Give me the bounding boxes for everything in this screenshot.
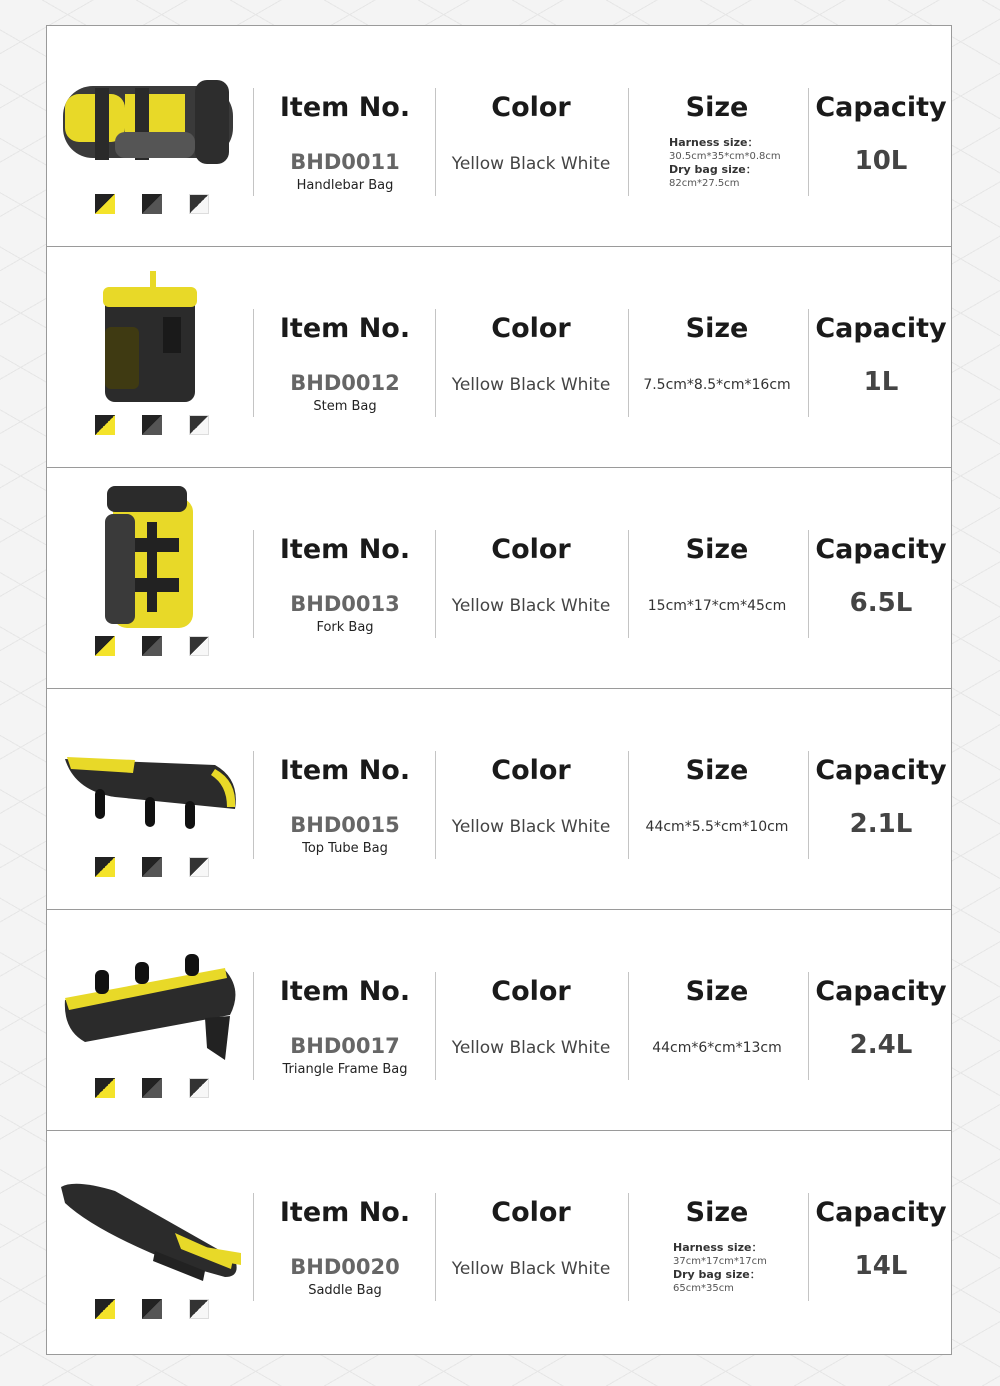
size-header: Size [685,1197,749,1228]
capacity-value: 6.5L [849,588,913,618]
size-value [669,136,781,190]
divider [435,530,436,638]
table-row [47,910,951,1131]
triangle-frame-bag-image [55,920,245,1070]
capacity-header: Capacity [815,534,947,565]
divider [253,309,254,417]
item-no-header: Item No. [279,313,411,344]
yellow-swatch [95,194,115,214]
color-swatches [95,857,211,877]
table-row [47,26,951,247]
color-value: Yellow Black White [451,1038,611,1058]
item-code: BHD0011 [290,150,400,174]
white-swatch [189,194,209,214]
color-value: Yellow Black White [451,1259,611,1279]
size-label: Harness size： [669,136,759,149]
black-swatch [142,857,162,877]
size-label: Dry bag size： [673,1268,761,1281]
black-swatch [142,1078,162,1098]
white-swatch [189,857,209,877]
table-row [47,468,951,689]
size-text: 82cm*27.5cm [669,178,740,189]
product-table [46,25,952,1355]
capacity-header: Capacity [815,976,947,1007]
divider [435,751,436,859]
black-swatch [142,1299,162,1319]
color-value: Yellow Black White [451,154,611,174]
yellow-swatch [95,415,115,435]
color-swatches [95,636,211,656]
size-text: 37cm*17cm*17cm [673,1256,767,1267]
divider [808,88,809,196]
white-swatch [189,1078,209,1098]
stem-bag-image [55,257,245,407]
white-swatch [189,1299,209,1319]
capacity-value: 14L [854,1251,908,1281]
capacity-header: Capacity [815,92,947,123]
capacity-value: 2.1L [849,809,913,839]
divider [808,530,809,638]
size-header: Size [685,755,749,786]
color-header: Color [491,92,571,123]
item-name: Saddle Bag [308,1283,382,1298]
item-code: BHD0020 [290,1255,400,1279]
size-value: 44cm*5.5*cm*10cm [645,819,789,835]
capacity-value: 1L [863,367,899,397]
yellow-swatch [95,1078,115,1098]
size-label: Dry bag size： [669,163,757,176]
size-header: Size [685,976,749,1007]
divider [253,88,254,196]
size-header: Size [685,534,749,565]
handlebar-bag-image [55,36,245,186]
white-swatch [189,636,209,656]
divider [253,751,254,859]
yellow-swatch [95,1299,115,1319]
color-swatches [95,415,211,435]
color-header: Color [491,1197,571,1228]
size-label: Harness size： [673,1241,763,1254]
capacity-header: Capacity [815,755,947,786]
divider [253,530,254,638]
black-swatch [142,194,162,214]
table-row [47,689,951,910]
top-tube-bag-image [55,699,245,849]
saddle-bag-image [55,1141,245,1291]
size-value [673,1241,767,1295]
item-name: Triangle Frame Bag [282,1062,408,1077]
color-value: Yellow Black White [451,375,611,395]
capacity-header: Capacity [815,313,947,344]
table-row [47,1131,951,1352]
color-header: Color [491,755,571,786]
capacity-value: 2.4L [849,1030,913,1060]
item-code: BHD0015 [290,813,400,837]
black-swatch [142,636,162,656]
color-value: Yellow Black White [451,817,611,837]
color-swatches [95,194,211,214]
capacity-value: 10L [854,146,908,176]
table-row [47,247,951,468]
divider [435,1193,436,1301]
color-value: Yellow Black White [451,596,611,616]
color-header: Color [491,976,571,1007]
item-no-header: Item No. [279,1197,411,1228]
item-name: Handlebar Bag [296,178,394,193]
white-swatch [189,415,209,435]
item-code: BHD0012 [290,371,400,395]
item-name: Fork Bag [316,620,374,635]
divider [253,972,254,1080]
yellow-swatch [95,636,115,656]
size-header: Size [685,313,749,344]
fork-bag-image [55,478,245,628]
size-text: 65cm*35cm [673,1283,734,1294]
color-header: Color [491,313,571,344]
color-swatches [95,1299,211,1319]
item-no-header: Item No. [279,976,411,1007]
divider [435,972,436,1080]
item-code: BHD0017 [290,1034,400,1058]
size-text: 30.5cm*35*cm*0.8cm [669,151,781,162]
divider [808,1193,809,1301]
size-value: 44cm*6*cm*13cm [652,1040,782,1056]
item-no-header: Item No. [279,534,411,565]
divider [435,88,436,196]
item-no-header: Item No. [279,92,411,123]
divider [808,309,809,417]
capacity-header: Capacity [815,1197,947,1228]
black-swatch [142,415,162,435]
item-name: Stem Bag [313,399,377,414]
item-no-header: Item No. [279,755,411,786]
size-header: Size [685,92,749,123]
divider [435,309,436,417]
color-header: Color [491,534,571,565]
divider [253,1193,254,1301]
item-name: Top Tube Bag [302,841,388,856]
divider [808,751,809,859]
color-swatches [95,1078,211,1098]
item-code: BHD0013 [290,592,400,616]
size-value: 15cm*17*cm*45cm [647,598,787,614]
divider [808,972,809,1080]
yellow-swatch [95,857,115,877]
size-value: 7.5cm*8.5*cm*16cm [643,377,791,393]
